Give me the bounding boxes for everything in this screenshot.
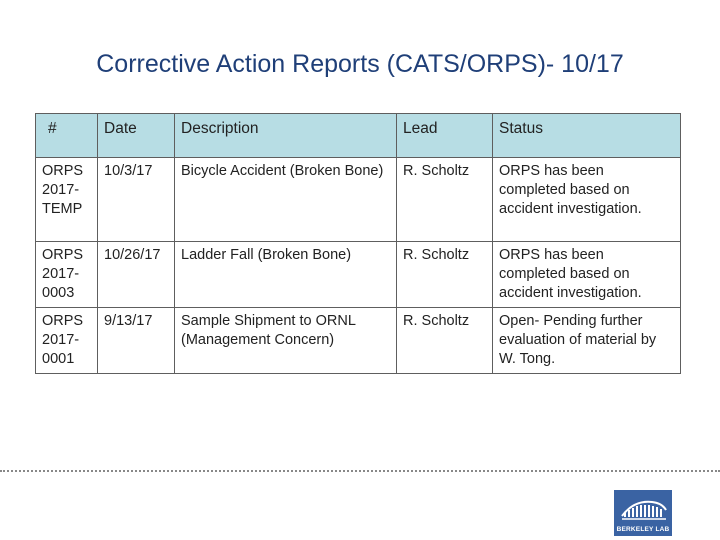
cell-status: ORPS has been completed based on accident investigation. bbox=[493, 158, 681, 242]
cell-date: 10/3/17 bbox=[98, 158, 175, 242]
logo-text: BERKELEY LAB bbox=[616, 526, 670, 533]
header-date: Date bbox=[98, 114, 175, 158]
table-header-row bbox=[36, 114, 681, 158]
header-status: Status bbox=[493, 114, 681, 158]
cell-id: ORPS 2017-TEMP bbox=[36, 158, 98, 242]
cell-status: Open- Pending further evaluation of material by W. Tong. bbox=[493, 308, 681, 374]
cell-id: ORPS 2017-0001 bbox=[36, 308, 98, 374]
cell-description: Sample Shipment to ORNL (Management Concern) bbox=[175, 308, 397, 374]
header-lead: Lead bbox=[397, 114, 493, 158]
lab-building-icon bbox=[614, 490, 672, 526]
cell-status: ORPS has been completed based on accident investigation. bbox=[493, 242, 681, 308]
cell-description: Bicycle Accident (Broken Bone) bbox=[175, 158, 397, 242]
cell-lead: R. Scholtz bbox=[397, 308, 493, 374]
table-row bbox=[36, 308, 681, 374]
berkeley-lab-logo bbox=[614, 490, 672, 536]
cell-description: Ladder Fall (Broken Bone) bbox=[175, 242, 397, 308]
header-description: Description bbox=[175, 114, 397, 158]
table-row bbox=[36, 158, 681, 242]
cell-date: 9/13/17 bbox=[98, 308, 175, 374]
footer-divider bbox=[0, 470, 720, 472]
header-number: # bbox=[36, 114, 98, 158]
cell-id: ORPS 2017-0003 bbox=[36, 242, 98, 308]
cell-lead: R. Scholtz bbox=[397, 242, 493, 308]
cell-date: 10/26/17 bbox=[98, 242, 175, 308]
table-row bbox=[36, 242, 681, 308]
corrective-action-table bbox=[35, 113, 681, 374]
slide-title: Corrective Action Reports (CATS/ORPS)- 10/17 bbox=[96, 50, 624, 78]
cell-lead: R. Scholtz bbox=[397, 158, 493, 242]
